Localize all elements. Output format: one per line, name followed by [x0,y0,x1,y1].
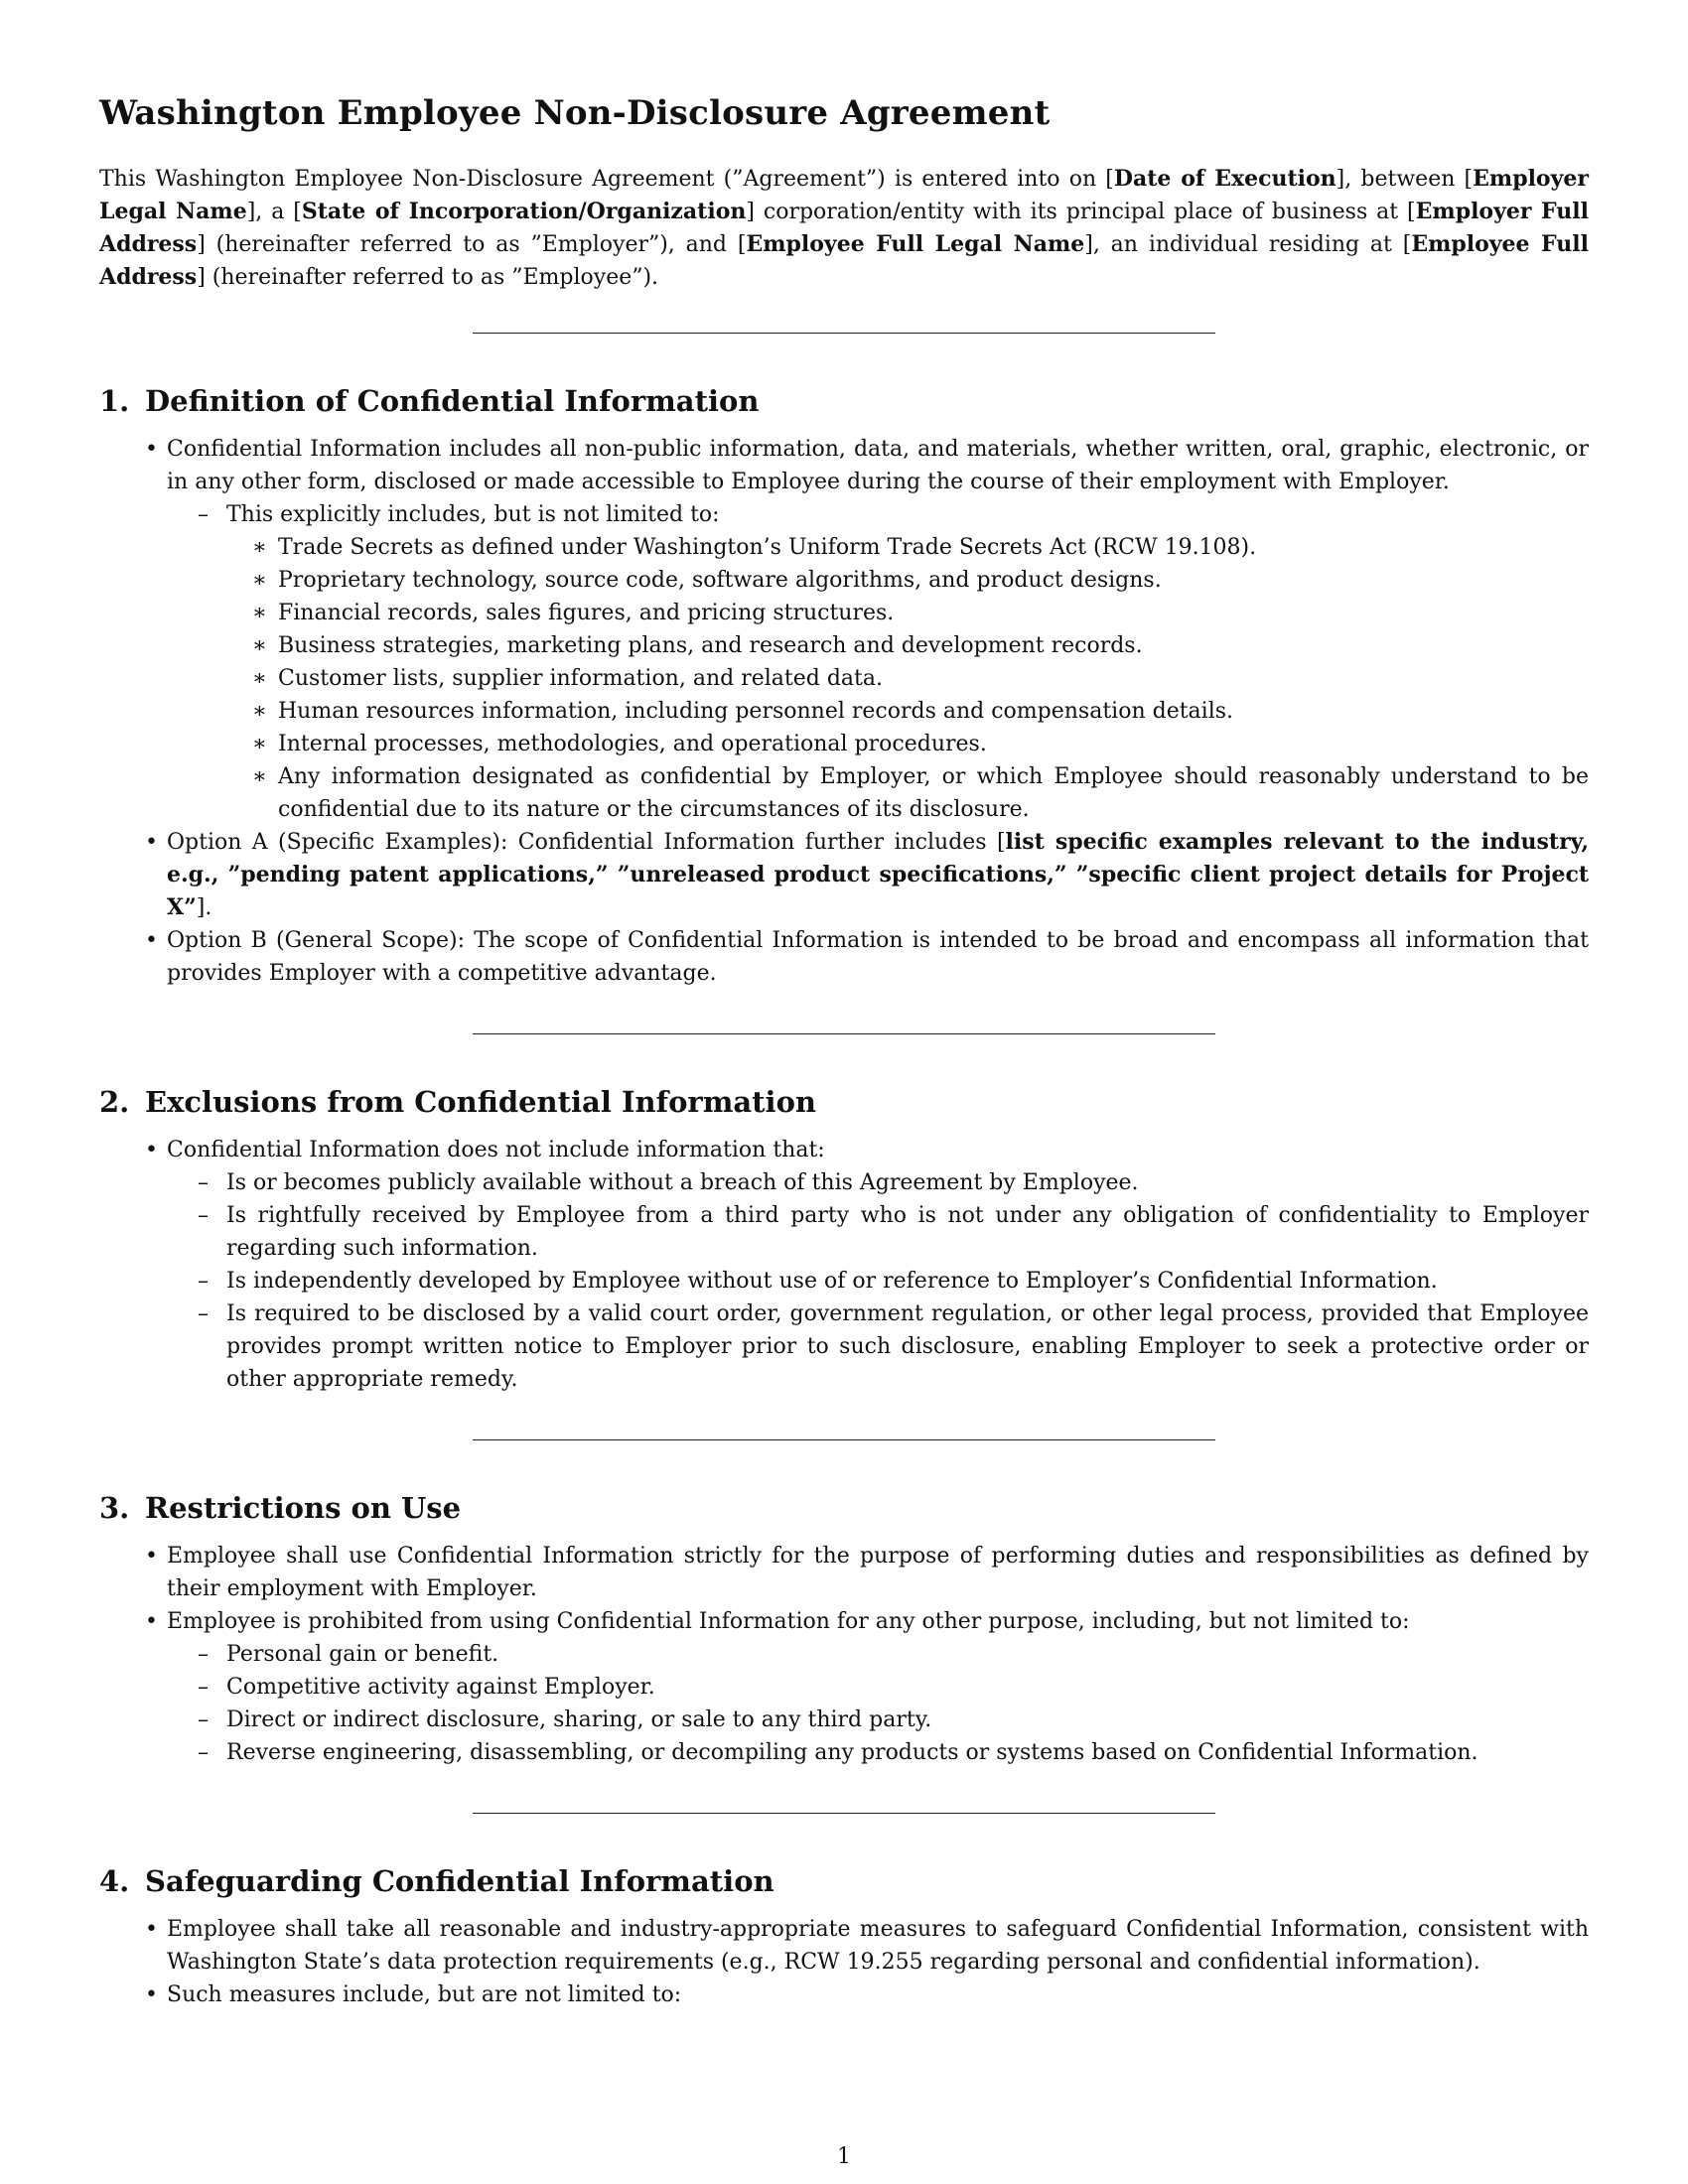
section-title: Restrictions on Use [145,1491,462,1525]
placeholder-employer-name: Employer Legal Name [99,166,1589,224]
placeholder-state: State of Incorporation/Organization [301,199,747,224]
list-item: – Is required to be disclosed by a valid court order, government regulation, or other legal process, provided that Employee provides prompt written notice to Employer prior to such disclosure, enabling Employer to seek a protective order or other appropriate remedy. [167,1297,1589,1396]
section-number: 2. [99,1085,130,1119]
bullet-list [99,1913,1589,2011]
list-item [99,1605,1589,1769]
list-item-text: Confidential Information includes all non-public information, data, and materials, whether written, oral, graphic, electronic, or in any other form, disclosed or made accessible to Employee during the course of their employment with Employer. [167,437,1589,494]
list-item [99,1134,1589,1396]
section-restrictions [99,1486,1589,1769]
sub-list [167,1638,1589,1769]
list-item [99,433,1589,826]
section-divider [473,1033,1215,1034]
list-item: ∗ Financial records, sales figures, and pricing structures. [226,597,1589,629]
list-item: ∗ Business strategies, marketing plans, and research and development records. [226,629,1589,662]
list-item [167,498,1589,826]
list-item-text: This explicitly includes, but is not limited to: [226,502,720,527]
bullet-list [99,1540,1589,1769]
list-item: – Is rightfully received by Employee from a third party who is not under any obligation of confidentiality to Employer regarding such information. [167,1199,1589,1265]
section-definition [99,379,1589,990]
intro-text: ], between [ [1336,167,1474,192]
intro-text: ] corporation/entity with its principal place of business at [ [746,200,1416,224]
section-divider [473,1813,1215,1814]
placeholder-employee-address: Employee Full Address [99,231,1590,290]
placeholder-examples: list specific examples relevant to the industry, e.g., ”pending patent applications,” ”unreleased product specifications,” ”specific client project details for Project X” [167,829,1589,920]
section-number: 1. [99,384,130,418]
bullet-list [99,433,1589,990]
section-exclusions [99,1080,1589,1396]
section-heading [99,1859,1589,1903]
list-item: ∗ Proprietary technology, source code, software algorithms, and product designs. [226,564,1589,597]
section-divider [473,1439,1215,1440]
placeholder-employer-address: Employer Full Address [99,199,1590,257]
intro-text: ], a [ [246,200,302,224]
list-item: • Such measures include, but are not limited to: [99,1979,1589,2011]
page-number: 1 [837,2144,851,2169]
intro-paragraph [99,163,1589,294]
intro-text: ], an individual residing at [ [1084,232,1412,257]
intro-text: This Washington Employee Non-Disclosure Agreement (”Agreement”) is entered into on [ [99,167,1114,192]
list-item-text: ]. [196,895,212,920]
list-item-text: Option A (Specific Examples): Confidential Information further includes [ [167,830,1006,855]
section-title: Safeguarding Confidential Information [145,1864,774,1898]
section-heading [99,1080,1589,1124]
intro-text: ] (hereinafter referred to as ”Employee”). [197,265,659,290]
placeholder-date: Date of Execution [1113,166,1336,192]
bullet-list [99,1134,1589,1396]
list-item-text: Confidential Information does not include information that: [167,1138,825,1162]
section-title: Definition of Confidential Information [145,384,760,418]
list-item: – Is or becomes publicly available without a breach of this Agreement by Employee. [167,1166,1589,1199]
list-item: ∗ Human resources information, including personnel records and compensation details. [226,695,1589,728]
section-divider [473,333,1215,334]
list-item: – Reverse engineering, disassembling, or decompiling any products or systems based on Confidential Information. [167,1736,1589,1769]
placeholder-employee-name: Employee Full Legal Name [746,231,1085,257]
sub-list [167,1166,1589,1396]
section-heading [99,379,1589,423]
list-item-text: Employee is prohibited from using Confidential Information for any other purpose, including, but not limited to: [167,1609,1410,1634]
list-item: • Employee shall take all reasonable and industry-appropriate measures to safeguard Confidential Information, consistent with Washington State’s data protection requirements (e.g., RCW 19.255 regarding personal and confidential information). [99,1913,1589,1979]
list-item: • Employee shall use Confidential Information strictly for the purpose of performing duties and responsibilities as defined by their employment with Employer. [99,1540,1589,1605]
section-number: 3. [99,1491,130,1525]
list-item: • Option B (General Scope): The scope of Confidential Information is intended to be broad and encompass all information that provides Employer with a competitive advantage. [99,924,1589,990]
list-item: ∗ Internal processes, methodologies, and operational procedures. [226,728,1589,760]
list-item: – Personal gain or benefit. [167,1638,1589,1671]
sub-sub-list [226,531,1589,826]
list-item: – Is independently developed by Employee without use of or reference to Employer’s Confidential Information. [167,1265,1589,1297]
section-safeguarding [99,1859,1589,2011]
intro-text: ] (hereinafter referred to as ”Employer”), and [ [197,232,747,257]
section-heading [99,1486,1589,1530]
list-item: – Competitive activity against Employer. [167,1671,1589,1704]
document-title: Washington Employee Non-Disclosure Agreement [99,93,1051,133]
list-item: – Direct or indirect disclosure, sharing, or sale to any third party. [167,1704,1589,1736]
list-item: ∗ Customer lists, supplier information, and related data. [226,662,1589,695]
document-page [99,87,1589,2011]
list-item: ∗ Trade Secrets as defined under Washington’s Uniform Trade Secrets Act (RCW 19.108). [226,531,1589,564]
sub-list [167,498,1589,826]
list-item [99,826,1589,924]
section-title: Exclusions from Confidential Information [145,1085,817,1119]
list-item: ∗ Any information designated as confidential by Employer, or which Employee should reasonably understand to be confidential due to its nature or the circumstances of its disclosure. [226,760,1589,826]
section-number: 4. [99,1864,130,1898]
